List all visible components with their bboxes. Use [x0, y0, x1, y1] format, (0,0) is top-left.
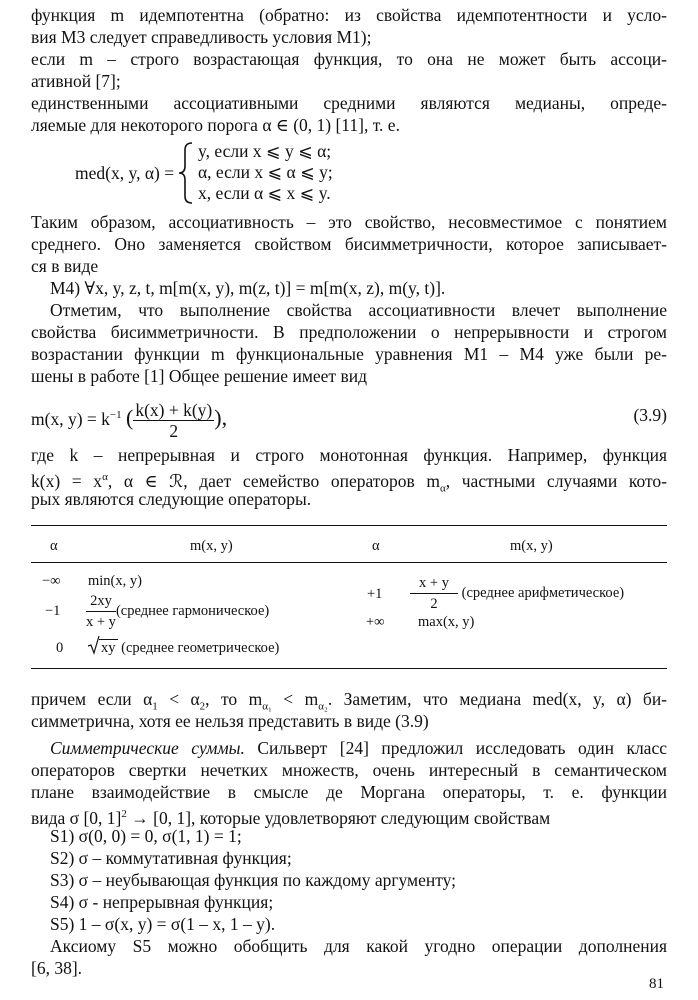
superscript: α: [102, 471, 108, 483]
axiom: S4) σ - непрерывная функция;: [50, 892, 274, 912]
text-line: где k – непрерывная и строго монотонная функция. Например, функция: [31, 445, 667, 465]
table-header: α: [50, 538, 58, 554]
text-run: < α: [157, 689, 200, 709]
table-cell-value: [86, 591, 269, 632]
table-cell-alpha: +∞: [366, 614, 385, 630]
text-run: < m: [271, 689, 319, 709]
left-brace-icon: [178, 142, 194, 204]
text-line: [50, 737, 667, 759]
axiom: S3) σ – неубывающая функция по каждому аргументу;: [50, 870, 457, 890]
text-run: k(x) = x: [31, 470, 103, 491]
table-cell-value: [88, 637, 279, 659]
frac-den: 2: [430, 596, 438, 612]
frac-num: x + y: [410, 573, 458, 594]
text-line: шены в работе [1] Общее решение имеет вид: [31, 366, 367, 386]
table-cell-value: max(x, y): [418, 614, 475, 630]
superscript: 2: [121, 808, 127, 820]
med-case: α, если x ⩽ α ⩽ y;: [198, 162, 333, 182]
text-line: плане взаимодействие в смысле де Моргана операторы, т. е. функции: [31, 782, 667, 802]
eq-num: k(x) + k(y): [135, 400, 213, 421]
subscript: 1: [152, 700, 158, 713]
text-line: рых являются следующие операторы.: [31, 489, 312, 509]
text-line: функция m идемпотентна (обратно: из свойства идемпотентности и усло-: [31, 5, 667, 25]
m4-equation: M4) ∀x, y, z, t, m[m(x, y), m(z, t)] = m[m(x, z), m(y, t)].: [50, 278, 446, 298]
table-note: (среднее арифметическое): [461, 584, 625, 601]
table-cell-value: [410, 573, 624, 614]
text-line: Отметим, что выполнение свойства ассоциативности влечет выполнение: [50, 300, 667, 320]
med-lhs: med(x, y, α) =: [75, 163, 175, 183]
axiom: S2) σ – коммутативная функция;: [50, 848, 292, 868]
text-line: операторов свертки нечетких множеств, очень интересный в семантическом: [31, 760, 667, 780]
eq-close: ),: [214, 404, 228, 430]
table-header-rule: [31, 562, 667, 563]
eq-sup: −1: [109, 409, 122, 421]
subscript: 2: [199, 700, 206, 713]
text-line: ативной [7];: [31, 71, 121, 91]
table-cell-value: min(x, y): [88, 573, 142, 589]
subscript: α: [439, 482, 446, 495]
table-header: m(x, y): [510, 538, 553, 554]
text-line: ся в виде: [31, 256, 99, 276]
text-line: вия M3 следует справедливость условия M1);: [31, 27, 372, 47]
frac-den: x + y: [86, 614, 116, 630]
text-line: симметрична, хотя ее нельзя представить в виде (3.9): [31, 711, 429, 731]
table-top-rule: [31, 525, 667, 526]
eq-fraction: [133, 400, 214, 441]
text-run: , α ∈ ℛ, дает семейство операторов m: [107, 470, 440, 491]
med-case: y, если x ⩽ y ⩽ α;: [198, 141, 332, 161]
text-line: [6, 38].: [31, 958, 83, 978]
axiom: S5) 1 – σ(x, y) = σ(1 – x, 1 – y).: [50, 914, 276, 934]
subscript: α₂: [318, 700, 328, 713]
table-cell-alpha: 0: [56, 640, 64, 656]
page-number: 81: [649, 976, 664, 992]
fraction: [410, 573, 458, 614]
eq-den: 2: [169, 421, 179, 442]
text-line: ляемые для некоторого порога α ∈ (0, 1) [11], т. е.: [31, 115, 400, 135]
med-case: x, если α ⩽ x ⩽ y.: [198, 183, 331, 203]
axiom: S1) σ(0, 0) = 0, σ(1, 1) = 1;: [50, 826, 242, 846]
frac-num: 2xy: [86, 591, 116, 612]
text-run: , частными случаями кото-: [445, 470, 668, 491]
section-title: Симметрические суммы.: [50, 738, 245, 758]
text-run: вида σ [0, 1]: [31, 807, 122, 828]
text-line: свойства бисимметричности. В предположении о непрерывности и строгом: [31, 322, 667, 342]
table-cell-alpha: +1: [367, 586, 383, 602]
equation-3-9: [31, 395, 227, 441]
eq-lhs: m(x, y) = k: [31, 408, 110, 429]
table-note: (среднее геометрическое): [121, 640, 280, 656]
table-cell-alpha: −∞: [42, 573, 61, 589]
text-run: . Заметим, что медиана med(x, y, α) би-: [327, 689, 668, 709]
text-run: , то m: [205, 689, 263, 709]
table-cell-alpha: −1: [45, 603, 61, 619]
text-line: Аксиому S5 можно обобщить для какой угодно операции дополнения: [50, 936, 667, 956]
table-bottom-rule: [31, 668, 667, 669]
sqrt-icon: [88, 637, 118, 659]
text-run: → [0, 1], которые удовлетворяют следующим свойствам: [126, 807, 551, 828]
eq-open: (: [125, 404, 134, 430]
radicand: xy: [101, 640, 116, 656]
text-line: среднего. Оно заменяется свойством бисимметричности, которое записывает-: [31, 234, 667, 254]
text-line: возрастании функции m функциональные уравнения M1 – M4 уже были ре-: [31, 344, 667, 364]
table-note: (среднее гармоническое): [115, 602, 270, 619]
table-header: m(x, y): [190, 538, 233, 554]
text-run: причем если α: [31, 689, 153, 709]
table-header: α: [372, 538, 380, 554]
text-line: если m – строго возрастающая функция, то она не может быть ассоци-: [31, 49, 667, 69]
text-line: Таким образом, ассоциативность – это свойство, несовместимое с понятием: [31, 212, 667, 232]
text-run: Сильверт [24] предложил исследовать один класс: [244, 738, 667, 758]
subscript: α₁: [262, 700, 272, 713]
equation-number: (3.9): [633, 405, 667, 425]
fraction: [86, 591, 116, 632]
text-line: единственными ассоциативными средними являются медианы, опреде-: [31, 93, 667, 113]
